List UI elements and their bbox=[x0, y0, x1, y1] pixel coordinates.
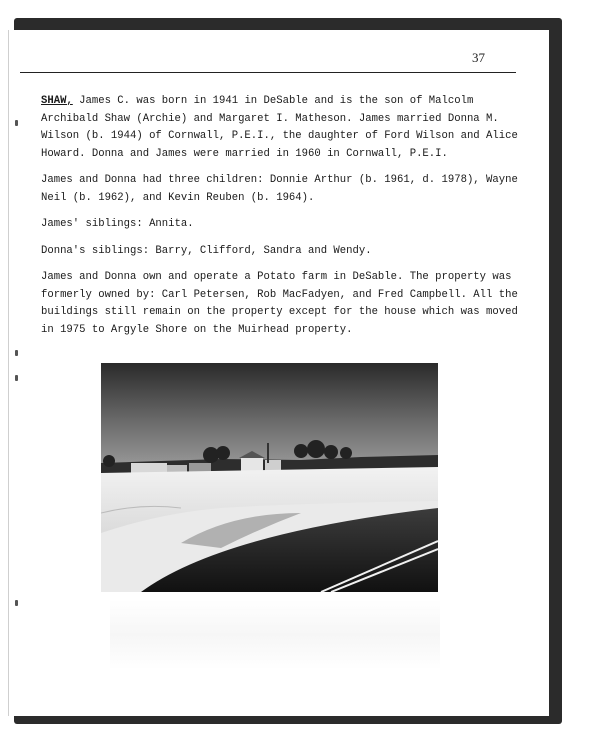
entry-paragraph-1 bbox=[41, 93, 519, 163]
binder-ring-mark bbox=[15, 375, 18, 381]
entry-paragraph-2: James and Donna had three children: Donnie Arthur (b. 1961, d. 1978), Wayne Neil (b. 1962), and Kevin Reuben (b. 1964). bbox=[41, 174, 518, 204]
entry-paragraph-1-text: James C. was born in 1941 in DeSable and is the son of Malcolm Archibald Shaw (Archie) and Margaret I. Matheson. James married Donna M. Wilson (b. 1944) of Cornwall, P.E.I., the daughter of Ford Wilson and Alice Howard. Donna and James were married in 1960 in Cornwall, P.E.I. bbox=[41, 95, 518, 160]
entry-paragraph-4: Donna's siblings: Barry, Clifford, Sandra and Wendy. bbox=[41, 244, 372, 257]
header-rule bbox=[20, 72, 516, 73]
page-number: 37 bbox=[472, 50, 485, 65]
genealogy-entry bbox=[41, 93, 519, 348]
bleed-through-shadow bbox=[110, 600, 440, 670]
binder-ring-mark bbox=[15, 120, 18, 126]
binder-ring-mark bbox=[15, 600, 18, 606]
entry-paragraph-5: James and Donna own and operate a Potato farm in DeSable. The property was formerly owned by: Carl Petersen, Rob MacFadyen, and Fred Campbell. All the buildings still remain on the property except for the house which was moved in 1975 to Argyle Shore on the Muirhead property. bbox=[41, 271, 518, 336]
entry-paragraph-3: James' siblings: Annita. bbox=[41, 218, 194, 230]
farm-photograph bbox=[101, 363, 438, 592]
entry-surname: SHAW, bbox=[41, 95, 73, 107]
binder-ring-mark bbox=[15, 350, 18, 356]
farm-photo-image bbox=[101, 363, 438, 592]
